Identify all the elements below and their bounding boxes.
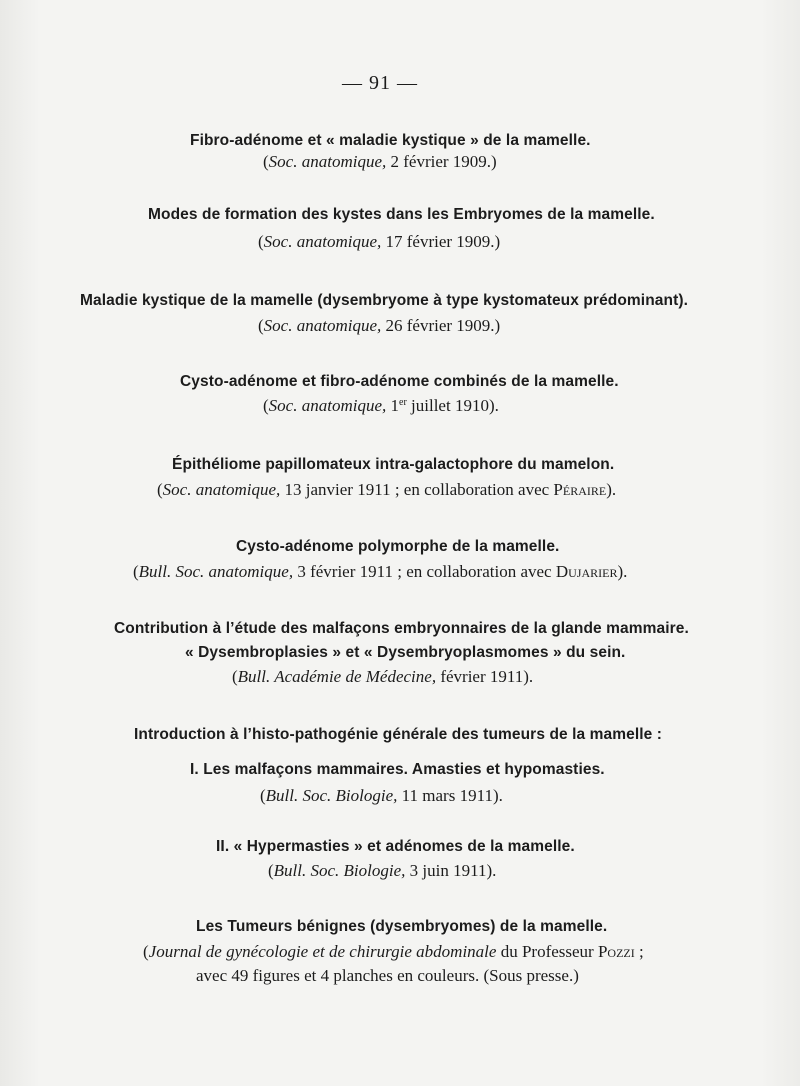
sub-entry-citation: (Bull. Soc. Biologie, 3 juin 1911). (268, 861, 497, 880)
sub-entry-citation: (Bull. Soc. Biologie, 11 mars 1911). (260, 786, 503, 805)
entry-citation-line-2: avec 49 figures et 4 planches en couleurs. (Sous presse.) (196, 966, 579, 985)
sub-entry-title: I. Les malfaçons mammaires. Amasties et hypomasties. (190, 761, 605, 778)
entry-citation: (Journal de gynécologie et de chirurgie abdominale du Professeur Pozzi ; (143, 942, 644, 961)
entry-title: Modes de formation des kystes dans les Embryomes de la mamelle. (148, 206, 655, 223)
entry-title: Introduction à l’histo-pathogénie générale des tumeurs de la mamelle : (134, 726, 663, 743)
entry-title: Maladie kystique de la mamelle (dysembryome à type kystomateux prédominant). (80, 292, 688, 309)
entry-citation: (Bull. Académie de Médecine, février 1911). (232, 667, 534, 686)
entry-title: Cysto-adénome et fibro-adénome combinés de la mamelle. (180, 373, 619, 390)
page-number: — 91 — (342, 72, 418, 94)
entry-title: Cysto-adénome polymorphe de la mamelle. (236, 538, 560, 555)
entry-citation: (Soc. anatomique, 1er juillet 1910). (263, 396, 499, 415)
entry-title: Épithéliome papillomateux intra-galactophore du mamelon. (172, 456, 615, 473)
entry-title: Contribution à l’étude des malfaçons embryonnaires de la glande mammaire. (114, 620, 689, 637)
entry-citation: (Soc. anatomique, 2 février 1909.) (263, 152, 497, 171)
entry-citation: (Bull. Soc. anatomique, 3 février 1911 ; en collaboration avec Dujarier). (133, 562, 628, 581)
entry-citation: (Soc. anatomique, 13 janvier 1911 ; en collaboration avec Péraire). (157, 480, 617, 499)
entry-citation: (Soc. anatomique, 26 février 1909.) (258, 316, 501, 335)
entry-citation: (Soc. anatomique, 17 février 1909.) (258, 232, 501, 251)
entry-title: Les Tumeurs bénignes (dysembryomes) de la mamelle. (196, 918, 608, 935)
entry-title: Fibro-adénome et « maladie kystique » de la mamelle. (190, 132, 591, 149)
entry-title-line-2: « Dysembroplasies » et « Dysembryoplasmomes » du sein. (185, 644, 626, 661)
sub-entry-title: II. « Hypermasties » et adénomes de la mamelle. (216, 838, 575, 855)
